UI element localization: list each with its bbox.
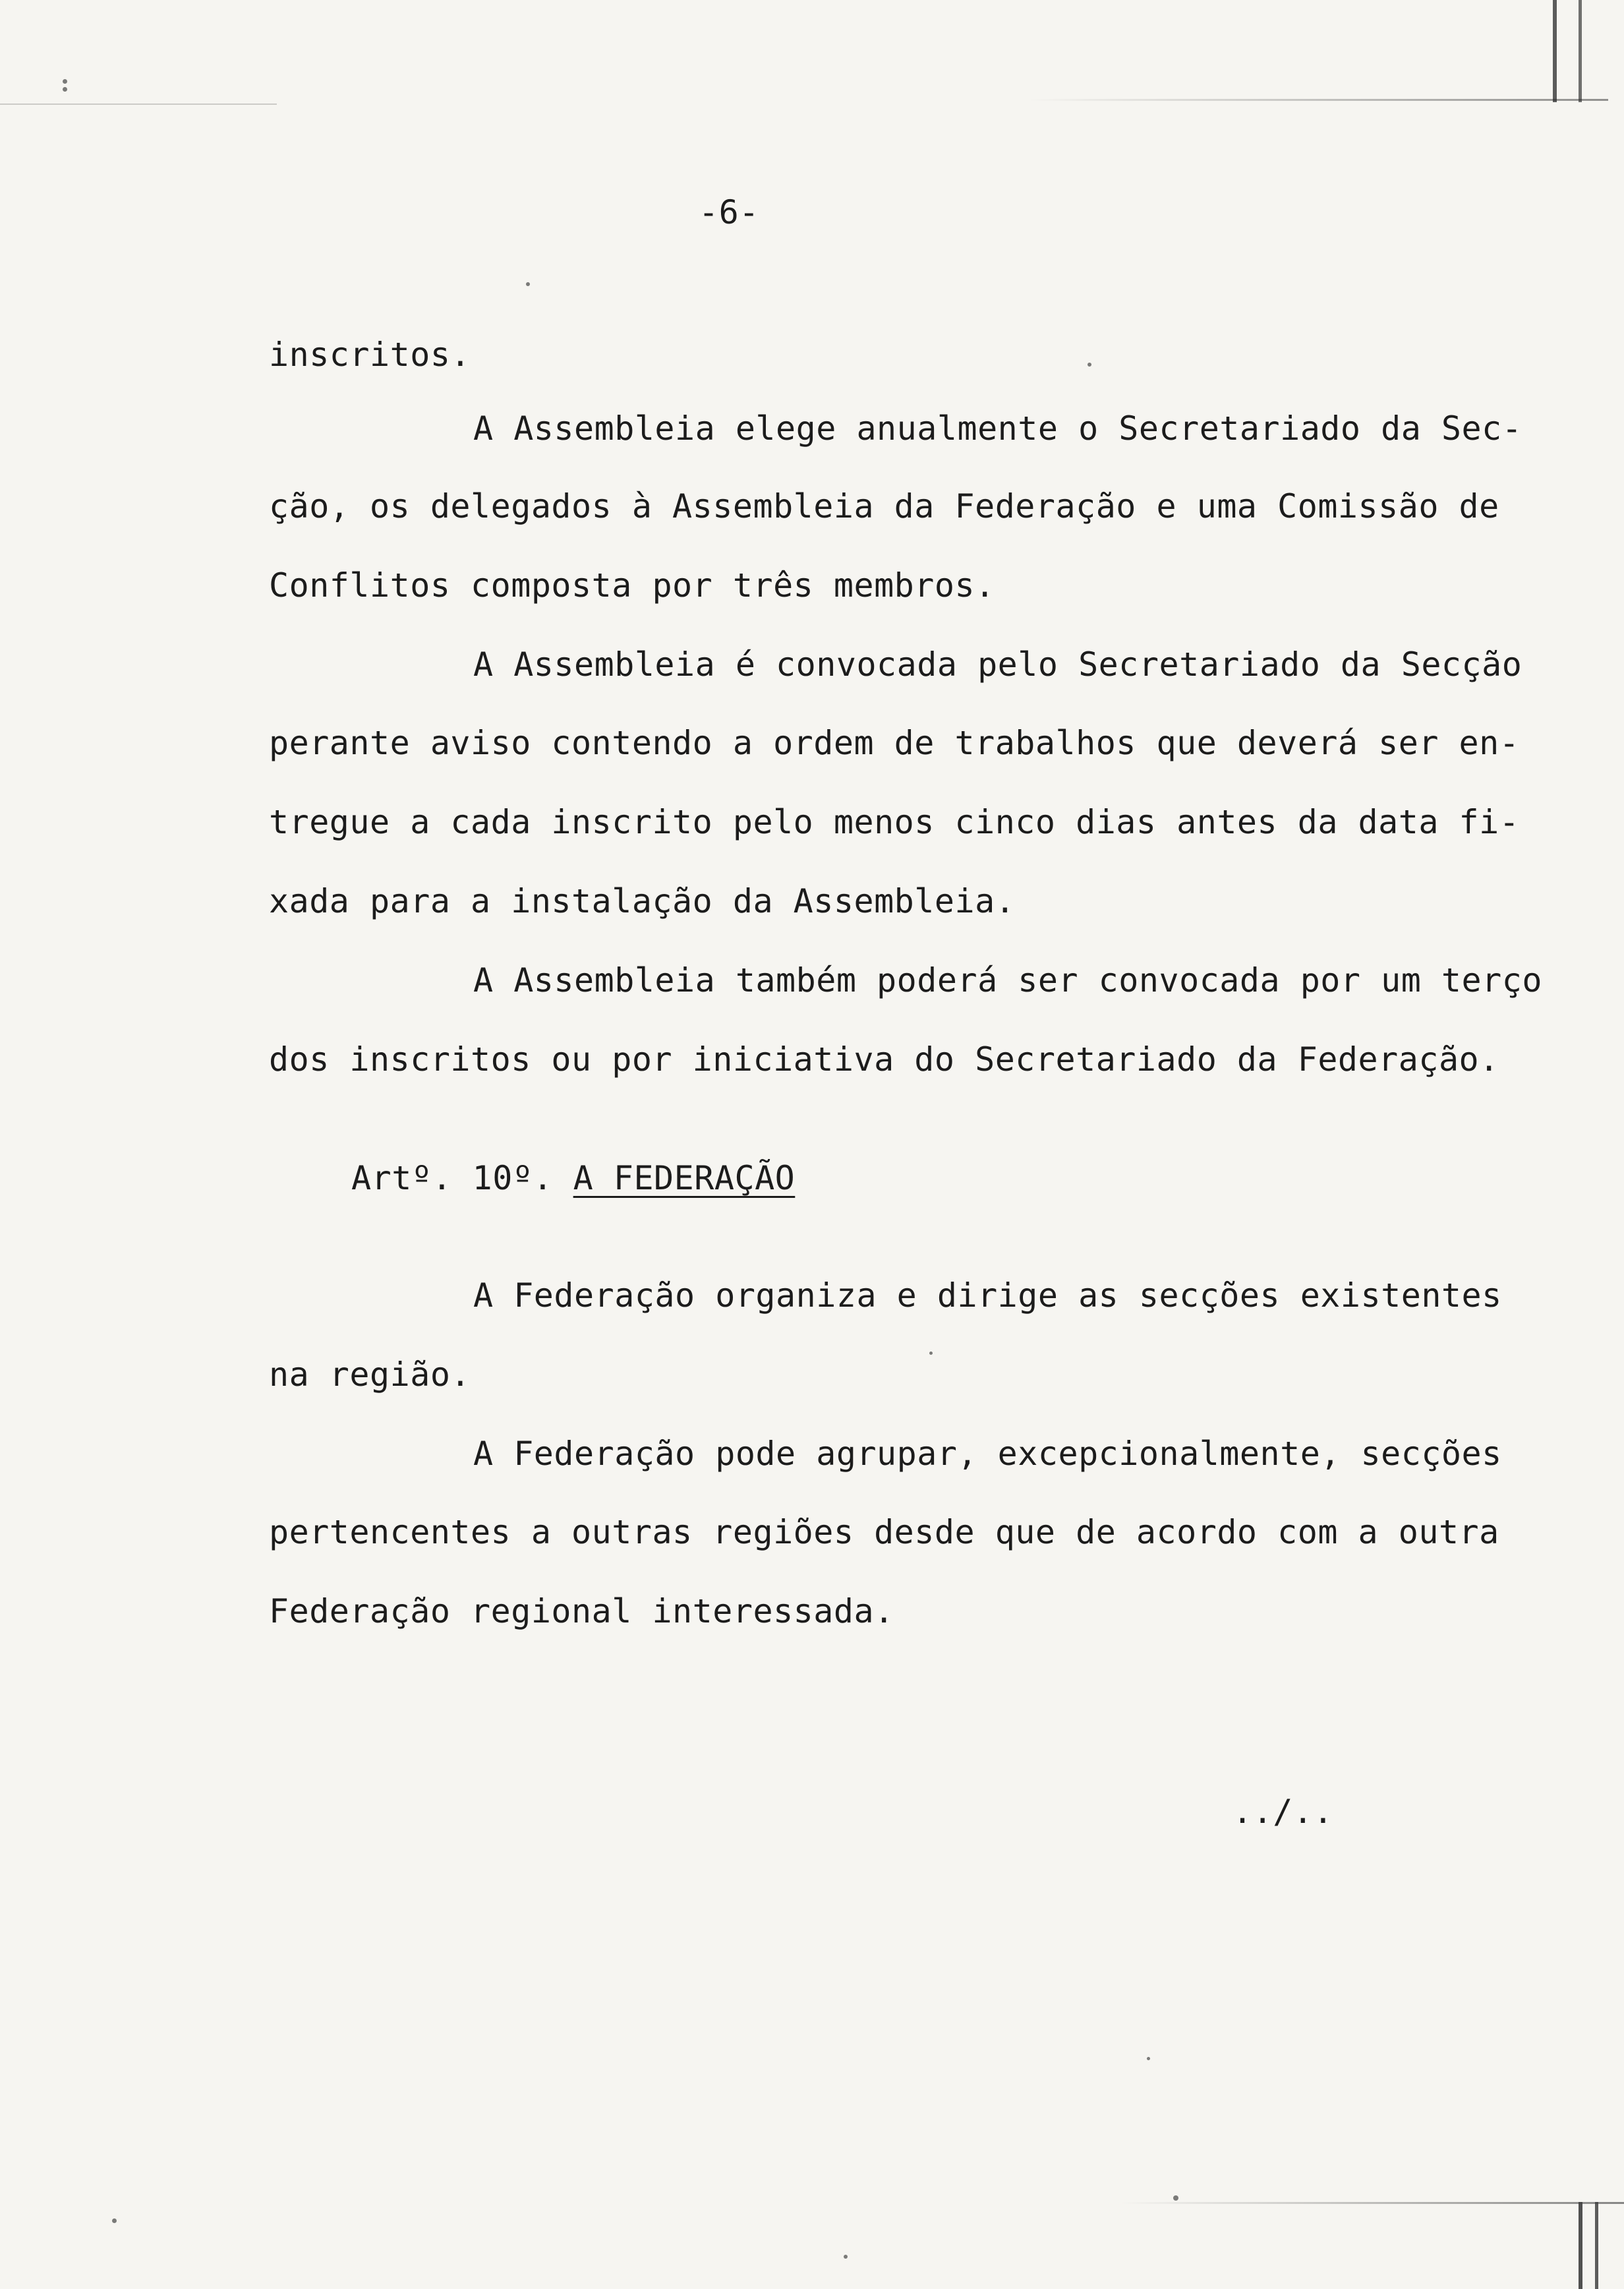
scan-speck xyxy=(63,79,67,84)
scan-edge-mark xyxy=(1595,2202,1598,2289)
article-number: Artº. 10º. xyxy=(351,1159,573,1197)
article-title: A FEDERAÇÃO xyxy=(573,1159,796,1197)
text-line: xada para a instalação da Assembleia. xyxy=(269,882,1016,920)
scan-speck xyxy=(63,87,67,92)
scan-speck xyxy=(112,2218,117,2223)
scan-edge-mark xyxy=(1553,0,1557,102)
text-line: Conflitos composta por três membros. xyxy=(269,566,995,605)
continuation-marker: ../.. xyxy=(1232,1793,1334,1831)
scan-edge-mark xyxy=(1579,0,1582,102)
article-heading xyxy=(351,1158,795,1198)
scan-edge-line xyxy=(0,104,277,105)
text-line: A Assembleia também poderá ser convocada por um terço xyxy=(473,961,1542,999)
scan-speck xyxy=(1088,363,1091,367)
text-line: inscritos. xyxy=(269,336,471,374)
scan-speck xyxy=(844,2255,848,2259)
text-line: tregue a cada inscrito pelo menos cinco dias antes da data fi- xyxy=(269,803,1520,841)
text-line: perante aviso contendo a ordem de trabalhos que deverá ser en- xyxy=(269,724,1520,762)
scan-speck xyxy=(526,282,530,286)
text-line: ção, os delegados à Assembleia da Federação e uma Comissão de xyxy=(269,487,1499,525)
scan-edge-line xyxy=(1120,2202,1624,2204)
text-line: na região. xyxy=(269,1355,471,1394)
scan-speck xyxy=(1147,2057,1150,2060)
text-line: A Assembleia elege anualmente o Secretariado da Sec- xyxy=(473,409,1522,448)
scan-speck xyxy=(929,1352,933,1355)
text-line: A Federação pode agrupar, excepcionalmente, secções xyxy=(473,1435,1502,1473)
scan-edge-line xyxy=(1028,99,1608,101)
scan-edge-mark xyxy=(1579,2202,1582,2289)
scan-speck xyxy=(1173,2195,1178,2201)
text-line: pertencentes a outras regiões desde que de acordo com a outra xyxy=(269,1513,1499,1551)
text-line: A Federação organiza e dirige as secções existentes xyxy=(473,1276,1502,1315)
page-number: -6- xyxy=(699,193,759,231)
text-line: A Assembleia é convocada pelo Secretariado da Secção xyxy=(473,645,1522,684)
text-line: Federação regional interessada. xyxy=(269,1592,894,1630)
text-line: dos inscritos ou por iniciativa do Secretariado da Federação. xyxy=(269,1040,1499,1079)
